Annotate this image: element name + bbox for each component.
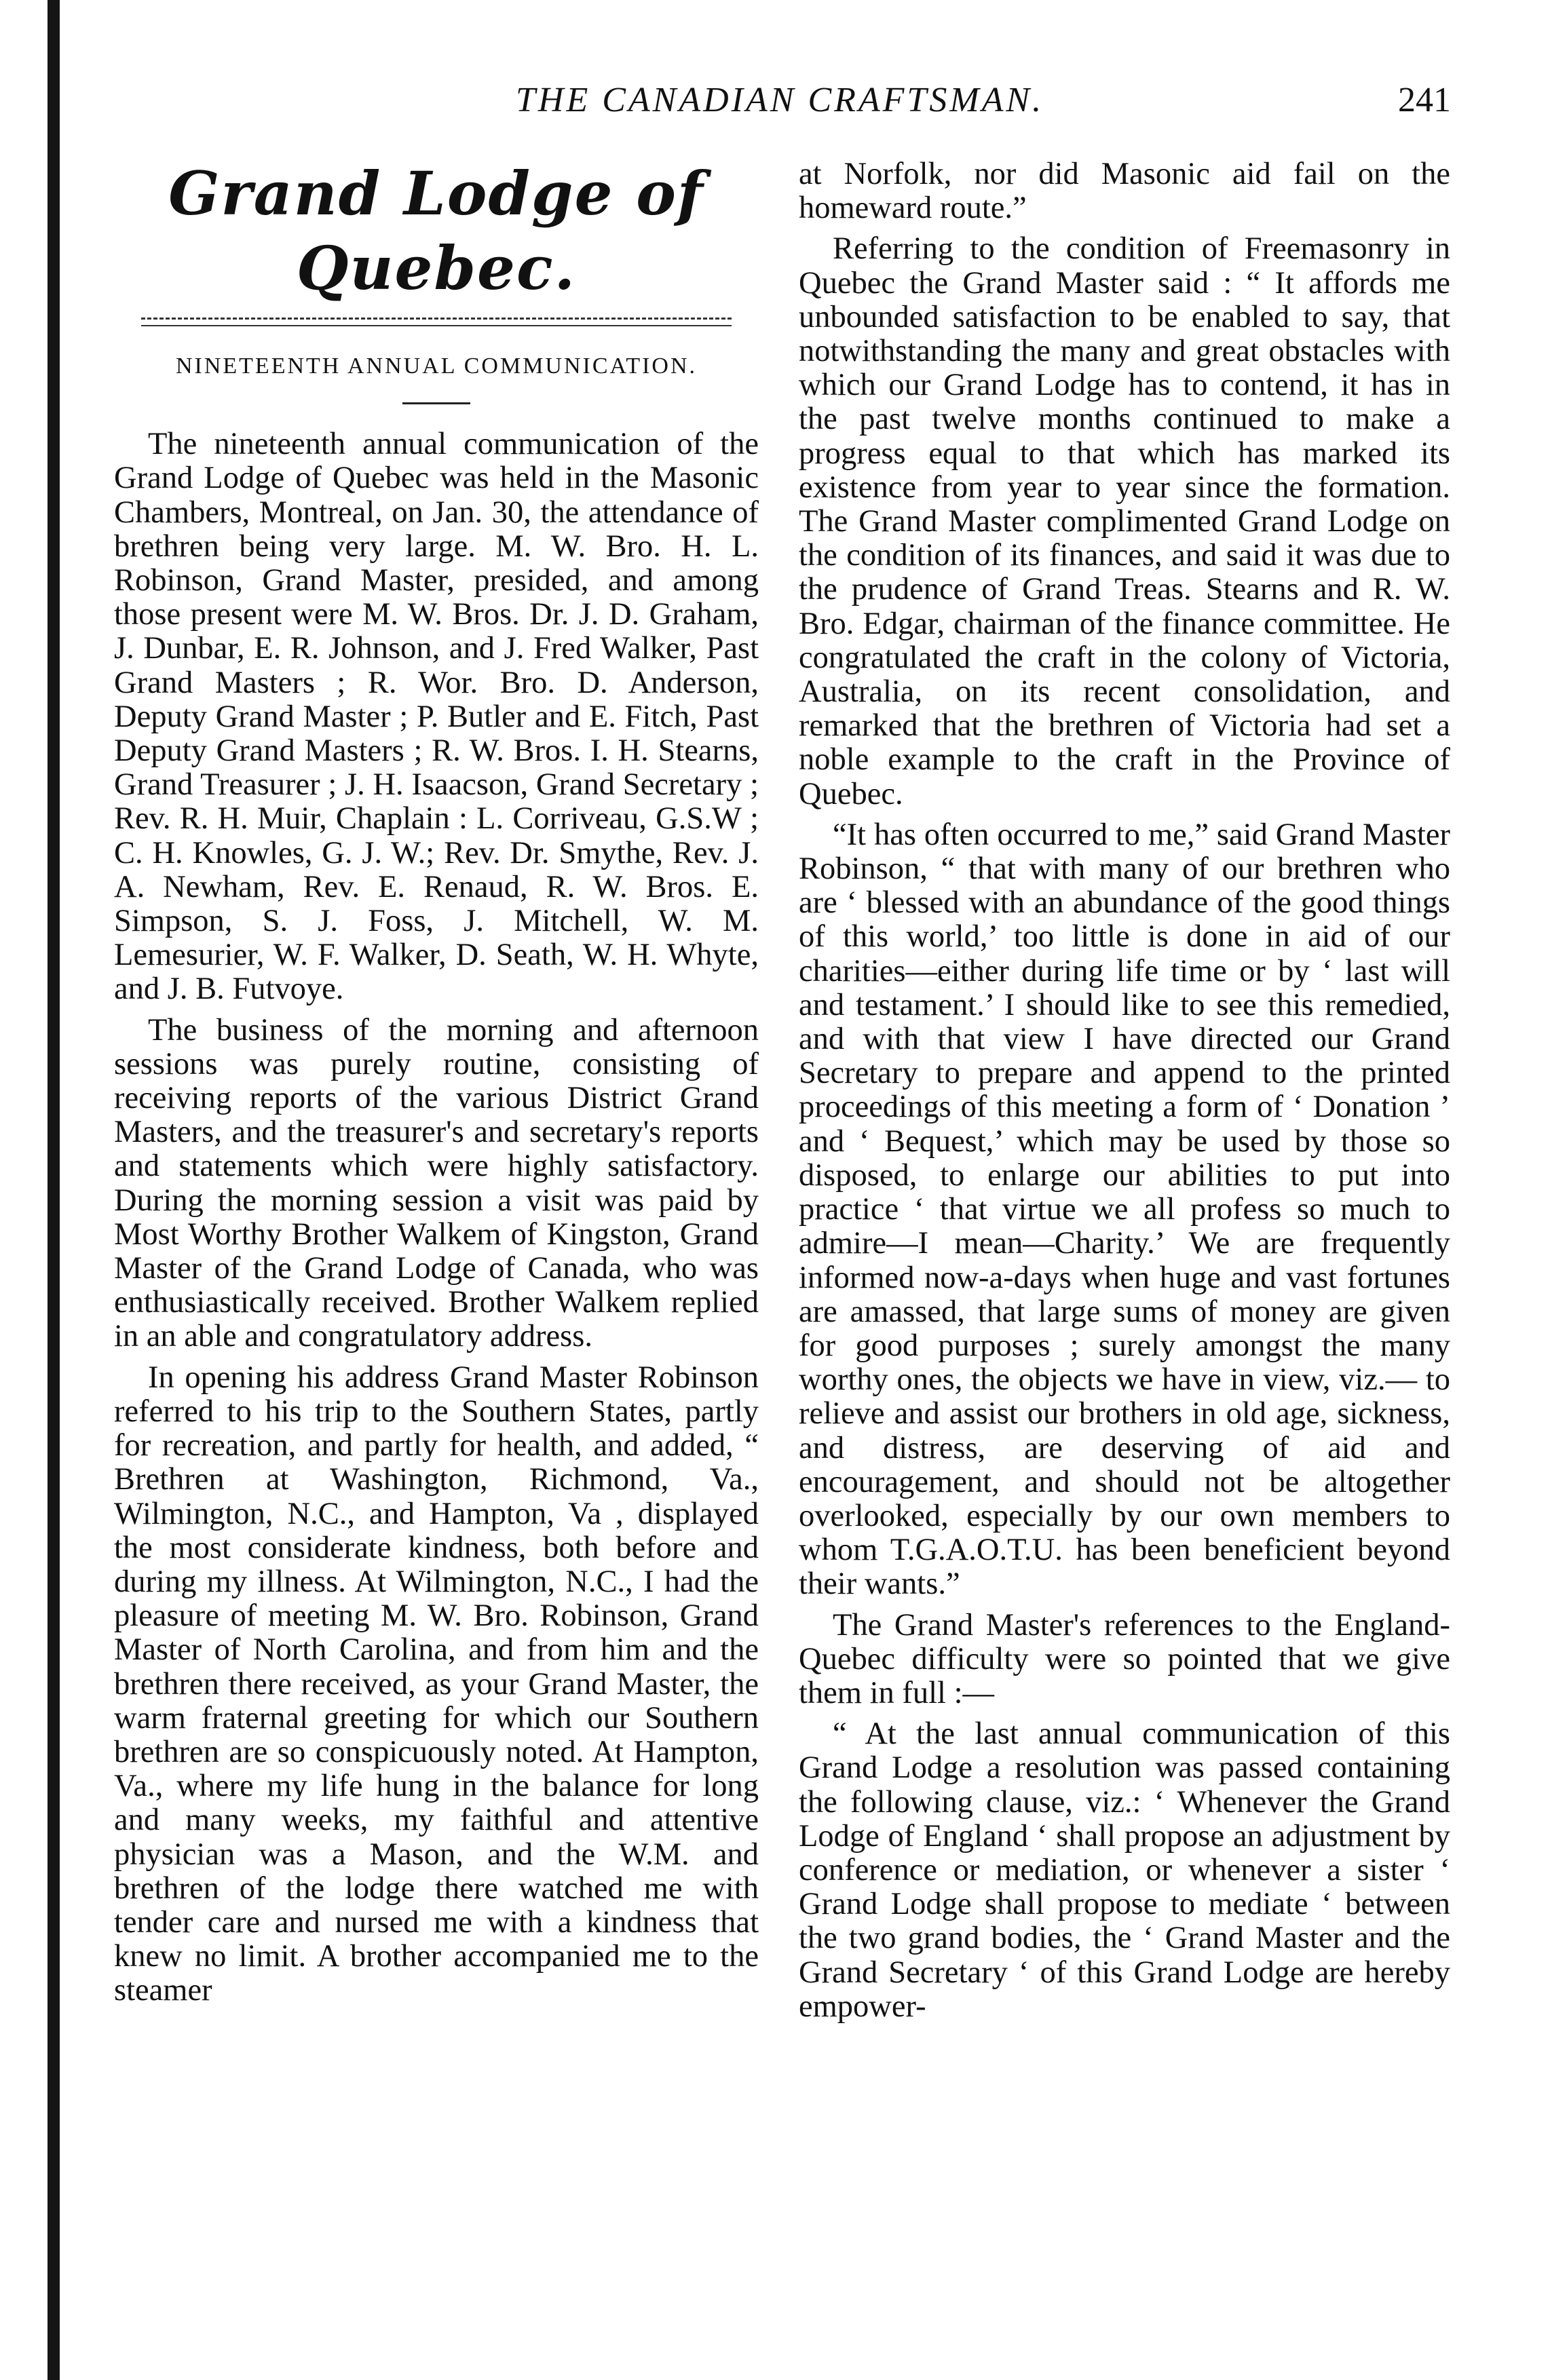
page-number: 241 bbox=[1398, 81, 1451, 119]
running-head: THE CANADIAN CRAFTSMAN. bbox=[516, 81, 1044, 119]
title-rule bbox=[141, 318, 732, 326]
paragraph: “It has often occurred to me,” said Grand Master Robinson, “ that with many of our brethren who are ‘ blessed with an abundance of the good things of this world,’ too little is done in aid of our charities—either during life time or by ‘ last will and testament.’ I should like to see this remedied, and with that view I have directed our Grand Secretary to prepare and append to the printed proceedings of this meeting a form of ‘ Donation ’ and ‘ Bequest,’ which may be used by those so disposed, to enlarge our abilities to put into practice ‘ that virtue we all profess so much to admire—I mean—Charity.’ We are frequently informed now-a-days when huge and vast fortunes are amassed, that large sums of money are given for good purposes ; surely amongst the many worthy ones, the objects we have in view, viz.— to relieve and assist our brothers in old age, sickness, and distress, are deserving of aid and encouragement, and should not be altogether overlooked, especially by our own members to whom T.G.A.O.T.U. has been beneficient beyond their wants.” bbox=[799, 817, 1450, 1602]
paragraph-continuation: at Norfolk, nor did Masonic aid fail on the homeward route.” bbox=[799, 157, 1450, 226]
paragraph: The business of the morning and afternoon sessions was purely routine, consisting of receiving reports of the various District Grand Masters, and the treasurer's and secretary's reports and statements which were highly satisfactory. During the morning session a visit was paid by Most Worthy Brother Walkem of Kingston, Grand Master of the Grand Lodge of Canada, who was enthusiastically received. Brother Walkem replied in an able and congratulatory address. bbox=[114, 1012, 759, 1354]
left-column bbox=[114, 156, 759, 2015]
article-subheading: NINETEENTH ANNUAL COMMUNICATION. bbox=[175, 353, 698, 379]
binding-edge bbox=[48, 0, 60, 2380]
paragraph: The nineteenth annual communication of the Grand Lodge of Quebec was held in the Masonic Chambers, Montreal, on Jan. 30, the attendance of brethren being very large. M. W. Bro. H. L. Robinson, Grand Master, presided, and among those present were M. W. Bros. Dr. J. D. Graham, J. Dunbar, E. R. Johnson, and J. Fred Walker, Past Grand Masters ; R. Wor. Bro. D. Anderson, Deputy Grand Master ; P. Butler and E. Fitch, Past Deputy Grand Masters ; R. W. Bros. I. H. Stearns, Grand Treasurer ; J. H. Isaacson, Grand Secretary ; Rev. R. H. Muir, Chaplain : L. Corriveau, G.S.W ; C. H. Knowles, G. J. W.; Rev. Dr. Smythe, Rev. J. A. Newham, Rev. E. Renaud, R. W. Bros. E. Simpson, S. J. Foss, J. Mitchell, W. M. Lemesurier, W. F. Walker, D. Seath, W. H. Whyte, and J. B. Futvoye. bbox=[114, 427, 759, 1007]
paragraph: The Grand Master's references to the England-Quebec difficulty were so pointed that we give them in full :— bbox=[799, 1607, 1450, 1710]
article-title: Grand Lodge of Quebec. bbox=[168, 158, 704, 303]
right-column bbox=[799, 157, 1450, 2031]
paragraph: In opening his address Grand Master Robinson referred to his trip to the Southern States, partly for recreation, and partly for health, and added, “ Brethren at Washington, Richmond, Va., Wilmington, N.C., and Hampton, Va , displayed the most considerate kindness, both before and during my illness. At Wilmington, N.C., I had the pleasure of meeting M. W. Bro. Robinson, Grand Master of North Carolina, and from him and the brethren there received, as your Grand Master, the warm fraternal greeting for which our Southern brethren are so conspicuously noted. At Hampton, Va., where my life hung in the balance for long and many weeks, my faithful and attentive physician was a Mason, and the W.M. and brethren of the lodge there watched me with tender care and nursed me with a kindness that knew no limit. A brother accompanied me to the steamer bbox=[114, 1360, 759, 2008]
paragraph: “ At the last annual communication of this Grand Lodge a resolution was passed containing the following clause, viz.: ‘ Whenever the Grand Lodge of England ‘ shall propose an adjustment by conference or mediation, or whenever a sister ‘ Grand Lodge shall propose to mediate ‘ between the two grand bodies, the ‘ Grand Master and the Grand Secretary ‘ of this Grand Lodge are hereby empower- bbox=[799, 1716, 1450, 2024]
section-divider bbox=[402, 402, 470, 404]
paragraph: Referring to the condition of Freemasonry in Quebec the Grand Master said : “ It affords me unbounded satisfaction to be enabled to say, that notwithstanding the many and great obstacles with which our Grand Lodge has to contend, it has in the past twelve months continued to make a progress equal to that which has marked its existence from year to year since the formation. The Grand Master complimented Grand Lodge on the condition of its finances, and said it was due to the prudence of Grand Treas. Stearns and R. W. Bro. Edgar, chairman of the finance committee. He congratulated the craft in the colony of Victoria, Australia, on its recent consolidation, and remarked that the brethren of Victoria had set a noble example to the craft in the Province of Quebec. bbox=[799, 231, 1450, 811]
